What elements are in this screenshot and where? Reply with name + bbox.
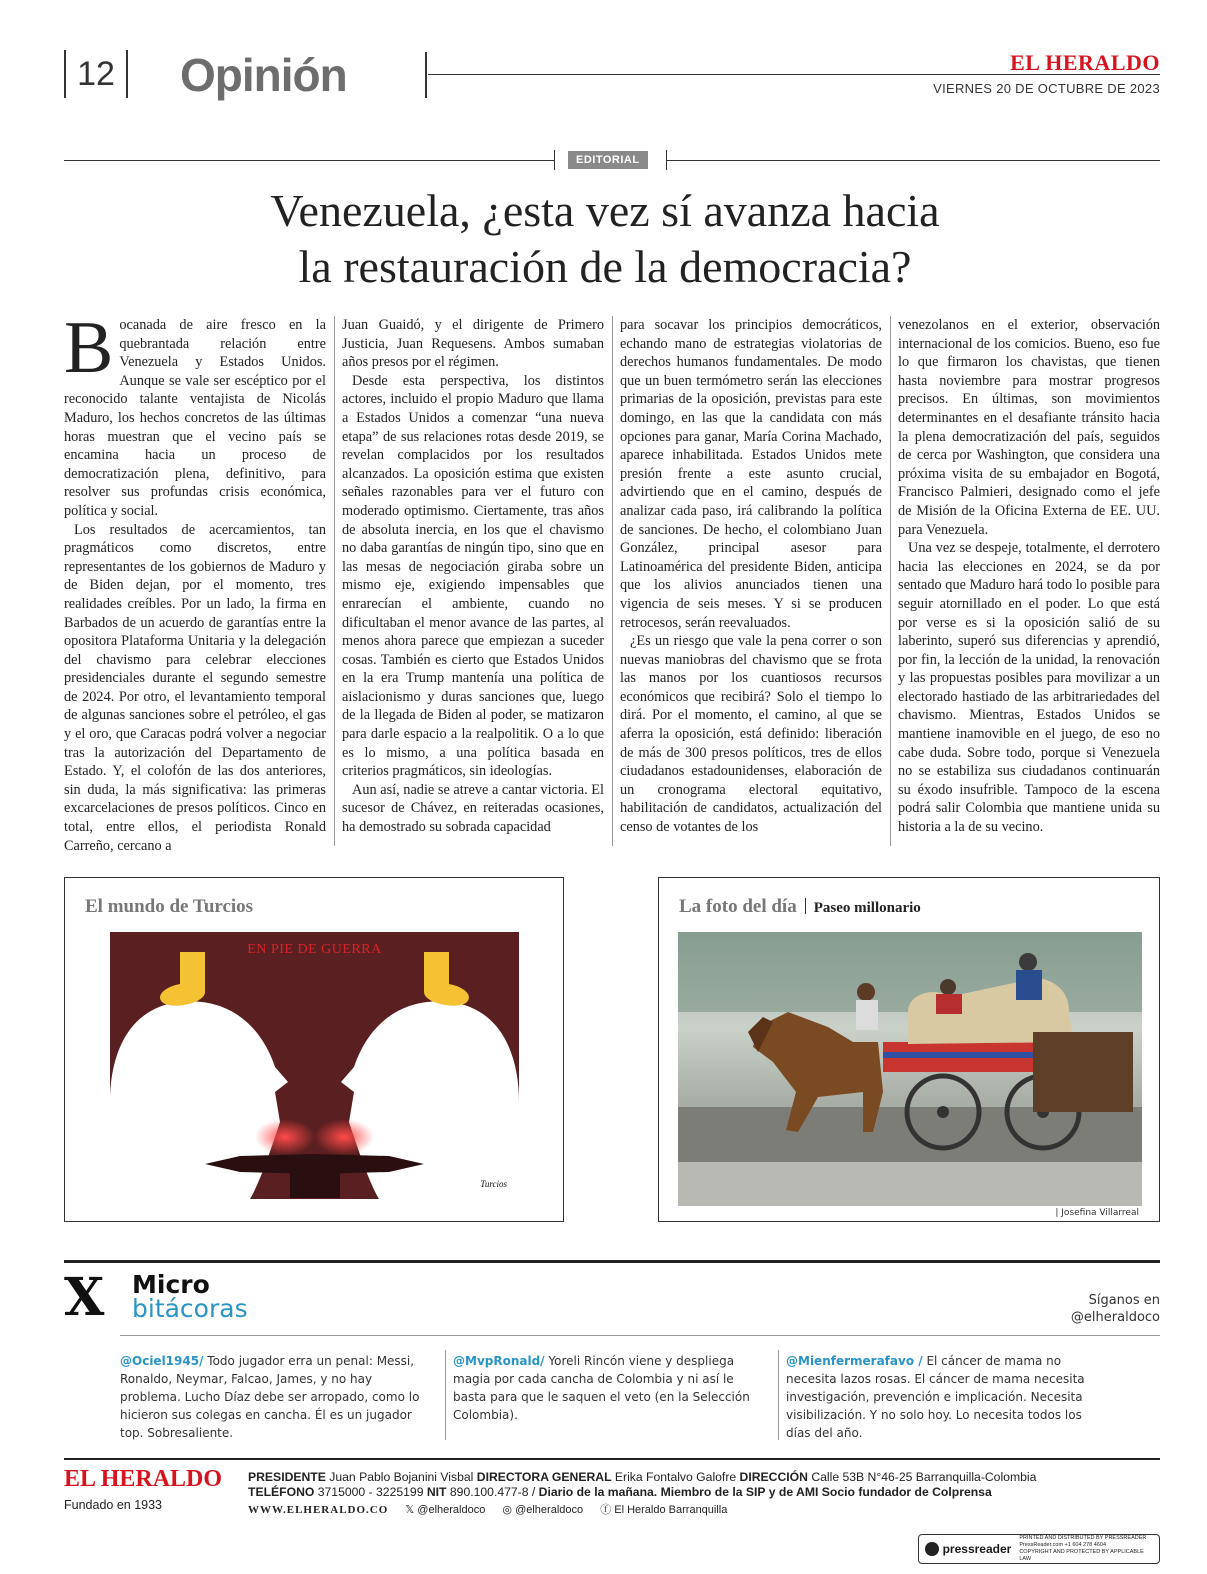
- article-paragraph: ¿Es un riesgo que vale la pena correr o son nuevas maniobras del chavismo que se frota las manos por los cuantiosos recursos económicos que recibirá? Solo el tiempo lo dirá. Por el momento, el camino, al que se aferra la oposición, está definido: liberación de más de 300 presos políticos, tres de ellos ciudadanos estadounidenses, elaboración de un cronograma electoral equitativo, habilitación de candidatos, actualización del censo de votantes de los: [620, 633, 882, 836]
- article-paragraph: venezolanos en el exterior, observación internacional de los comicios. Bueno, eso fue lo que firmaron los chavistas, que tienen hasta noviembre para mostrar progresos precisos. En últimas, son movimientos determinantes en el desafiante tránsito hacia la plena democratización del país, seguidos de cerca por Washington, que considera una próxima visita de su embajador en Bogotá, Francisco Palmieri, designado como el jefe de Misión de la Oficina Externa de EE. UU. para Venezuela.: [898, 317, 1160, 538]
- pressreader-notice: PRINTED AND DISTRIBUTED BY PRESSREADER PressReader.com +1 604 278 4604 COPYRIGHT AND PROTECTED BY APPLICABLE LAW: [1019, 1535, 1147, 1562]
- header-divider: [425, 52, 427, 98]
- tweet: [120, 1352, 430, 1442]
- x-handle[interactable]: @elheraldoco: [417, 1504, 486, 1516]
- photo-title-divider: [805, 898, 806, 914]
- instagram-icon: ◎: [502, 1504, 513, 1516]
- follow-us: [1071, 1292, 1160, 1326]
- editorial-headline: [100, 183, 1110, 295]
- tweet-divider: [778, 1350, 779, 1440]
- article-paragraph: Juan Guaidó, y el dirigente de Primero Justicia, Juan Requesens. Ambos sumaban años presos por el régimen.: [342, 317, 604, 371]
- tweet-handle[interactable]: @Ociel1945/: [120, 1354, 204, 1368]
- micro-title-2: bitácoras: [132, 1294, 248, 1323]
- cartoon-signature: Turcios: [480, 1179, 507, 1189]
- micro-divider: [120, 1335, 1160, 1336]
- column-divider: [612, 316, 613, 846]
- article-paragraph: Desde esta perspectiva, los distintos actores, incluido el propio Maduro que llama a Estados Unidos a comenzar “una nueva etapa” de sus relaciones rotas desde 2019, se revelan complacidos por los resultados alcanzados. La oposición estima que existen señales razonables para ver el futuro con moderado optimismo. Ciertamente, tras años de absoluta inercia, en los que el chavismo no daba garantías de ningún tipo, sino que en las mesas de negociación giraba sobre un mismo eje, exigiendo impensables que enrarecían el ambiente, cuando no dificultaban el menor avance de las partes, al menos ahora parece que empiezan a suceder cosas. También es cierto que Estados Unidos en la era Trump mantenía una política de aislacionismo y duras sanciones que, luego de la llegada de Biden al poder, se matizaron para darle espacio a la realpolitik. O a lo que es lo mismo, a una política basada en criterios pragmáticos, sin ideologías.: [342, 372, 604, 780]
- article-paragraph: Una vez se despeje, totalmente, el derrotero hacia las elecciones en 2024, se da por sentado que Maduro hará todo lo posible para seguir atornillado en el poder. Lo que está por verse es si la oposición salió de su laberinto, superó sus diferencias y aprendió, por fin, la lección de la unidad, la renovación y las propuestas posibles para movilizar a un electorado hastiado de las arbitrariedades del chavismo. Mientras, Estados Unidos se mantiene inamovible en el juego, de eso no cabe duda. Sobre todo, porque si Venezuela no se estabiliza sus ciudadanos continuarán su éxodo insufrible. Tampoco de la escena podrá salir Colombia que mantiene unida su historia a la de su vecino.: [898, 540, 1160, 836]
- editorial-rule-right: [667, 160, 1160, 161]
- tweet-text: Todo jugador erra un penal: Messi, Ronaldo, Neymar, Falcao, James, y no hay problema. Lucho Díaz debe ser arropado, como lo hicieron sus colegas en cancha. Él es un jugador top. Sobresaliente.: [120, 1354, 420, 1440]
- pressreader-name: pressreader: [942, 1542, 1012, 1556]
- tweet-divider: [445, 1350, 446, 1440]
- photo-image: [678, 932, 1142, 1206]
- follow-handle[interactable]: @elheraldoco: [1070, 1310, 1160, 1325]
- footer-credits-line-2: TELÉFONO 3715000 - 3225199 NIT 890.100.477-8 / Diario de la mañana. Miembro de la SIP y de AMI Socio fundador de Colprensa: [248, 1485, 992, 1499]
- footer-social-line: [248, 1501, 727, 1517]
- article-paragraph: Aun así, nadie se atreve a cantar victoria. El sucesor de Chávez, en reiteradas ocasiones, ha demostrado su sobrada capacidad: [342, 781, 604, 836]
- page-number: 12: [64, 50, 128, 98]
- editorial-tag: EDITORIAL: [568, 151, 648, 169]
- cartoon-image: [110, 932, 519, 1199]
- article-paragraph: Bocanada de aire fresco en la quebrantada relación entre Venezuela y Estados Unidos. Aunque se vale ser escéptico por el reconocido talante ventajista de Nicolás Maduro, los hechos concretos de las últimas horas muestran que el vecino país se encamina hacia un proceso de democratización plena, definitivo, para resolver sus profundas crisis económica, política y social.: [64, 307, 326, 519]
- facebook-handle[interactable]: El Heraldo Barranquilla: [614, 1504, 728, 1516]
- headline-line-2: la restauración de la democracia?: [298, 241, 912, 292]
- instagram-handle[interactable]: @elheraldoco: [515, 1504, 584, 1516]
- drop-cap: B: [64, 307, 114, 389]
- website-link[interactable]: WWW.ELHERALDO.CO: [248, 1504, 389, 1516]
- article-column-4: [898, 316, 1160, 837]
- cartoon-drawing: [110, 932, 519, 1199]
- photo-scene: [678, 932, 1142, 1206]
- facebook-icon: ⓕ: [600, 1504, 612, 1516]
- cartoon-box: [64, 877, 564, 1222]
- article-column-3: [620, 316, 882, 837]
- article-paragraph: Los resultados de acercamientos, tan pragmáticos como discretos, entre representantes de los gobiernos de Maduro y de Biden dejan, por el momento, tres realidades creíbles. Por un lado, la firma en Barbados de un acuerdo de garantías entre la opositora Plataforma Unitaria y la delegación del chavismo para celebrar elecciones presidenciales durante el segundo semestre de 2024. Por otro, el levantamiento temporal de algunas sanciones sobre el petróleo, el gas y el oro, que Caracas podrá volver a negociar tras la autorización del Departamento de Estado. Y, el colofón de las dos anteriores, sin duda, la más significativa: las primeras excarcelaciones de presos políticos. Cinco en total, entre ellos, el periodista Ronald Carreño, cercano a: [64, 521, 326, 854]
- column-divider: [890, 316, 891, 846]
- photo-box: [658, 877, 1160, 1222]
- photo-subtitle: Paseo millonario: [813, 900, 921, 916]
- footer-rule: [64, 1458, 1160, 1460]
- article-column-1: [64, 307, 326, 855]
- photo-box-header: [679, 896, 921, 918]
- founded-year: Fundado en 1933: [64, 1498, 163, 1512]
- editorial-tick-left: [554, 150, 555, 170]
- footer-logo: EL HERALDO: [64, 1466, 223, 1492]
- tweet: [786, 1352, 1096, 1442]
- tweet-handle[interactable]: @MvpRonald/: [453, 1354, 545, 1368]
- x-icon: 𝕏: [405, 1504, 415, 1516]
- newspaper-logo: EL HERALDO: [1010, 50, 1160, 75]
- article-paragraph: para socavar los principios democráticos, echando mano de estrategias violatorias de derechos humanos fundamentales. De modo que un buen termómetro serán las elecciones primarias de la oposición, previstas para este domingo, en las que la candidata con más opciones para ganar, María Corina Machado, aparece inhabilitada. Estados Unidos mete presión frente a este asunto crucial, advirtiendo que en el camino, después de analizar cada paso, irá calibrando la política de sanciones. De hecho, el colombiano Juan González, principal asesor para Latinoamérica del presidente Biden, anticipa que los alivios anunciados tienen una vigencia de seis meses. Y si se producen retrocesos, serán reevaluados.: [620, 317, 882, 631]
- article-column-2: [342, 316, 604, 837]
- pressreader-icon: [925, 1542, 939, 1556]
- issue-date: VIERNES 20 DE OCTUBRE DE 2023: [933, 81, 1160, 96]
- tweet: [453, 1352, 763, 1424]
- headline-line-1: Venezuela, ¿esta vez sí avanza hacia: [270, 185, 940, 236]
- follow-label: Síganos en: [1088, 1293, 1160, 1308]
- cartoon-caption: EN PIE DE GUERRA: [247, 942, 382, 957]
- tweet-handle[interactable]: @Mienfermerafavo /: [786, 1354, 923, 1368]
- photo-box-title: La foto del día: [679, 896, 797, 917]
- micro-title-1: Micro: [132, 1270, 210, 1299]
- cartoon-box-title: El mundo de Turcios: [85, 896, 254, 917]
- micro-top-rule: [64, 1260, 1160, 1263]
- tweet-text: Yoreli Rincón viene y despliega magia por cada cancha de Colombia y ni así le basta para que le saquen el veto (en la Selección Colombia).: [453, 1354, 750, 1422]
- tweet-text: El cáncer de mama no necesita lazos rosas. El cáncer de mama necesita investigación, prevención e implicación. Necesita visibilización. Y no solo hoy. Lo necesita todos los días del año.: [786, 1354, 1085, 1440]
- footer-credits-line-1: PRESIDENTE Juan Pablo Bojanini Visbal DIRECTORA GENERAL Erika Fontalvo Galofre DIRECCIÓN Calle 53B N°46-25 Barranquilla-Colombia: [248, 1470, 1037, 1484]
- editorial-rule-left: [64, 160, 554, 161]
- section-title: Opinión: [180, 49, 347, 101]
- pressreader-badge: [918, 1534, 1160, 1564]
- column-divider: [334, 316, 335, 846]
- photo-credit: | Josefina Villarreal: [1055, 1208, 1139, 1218]
- x-logo-icon: X: [64, 1267, 105, 1328]
